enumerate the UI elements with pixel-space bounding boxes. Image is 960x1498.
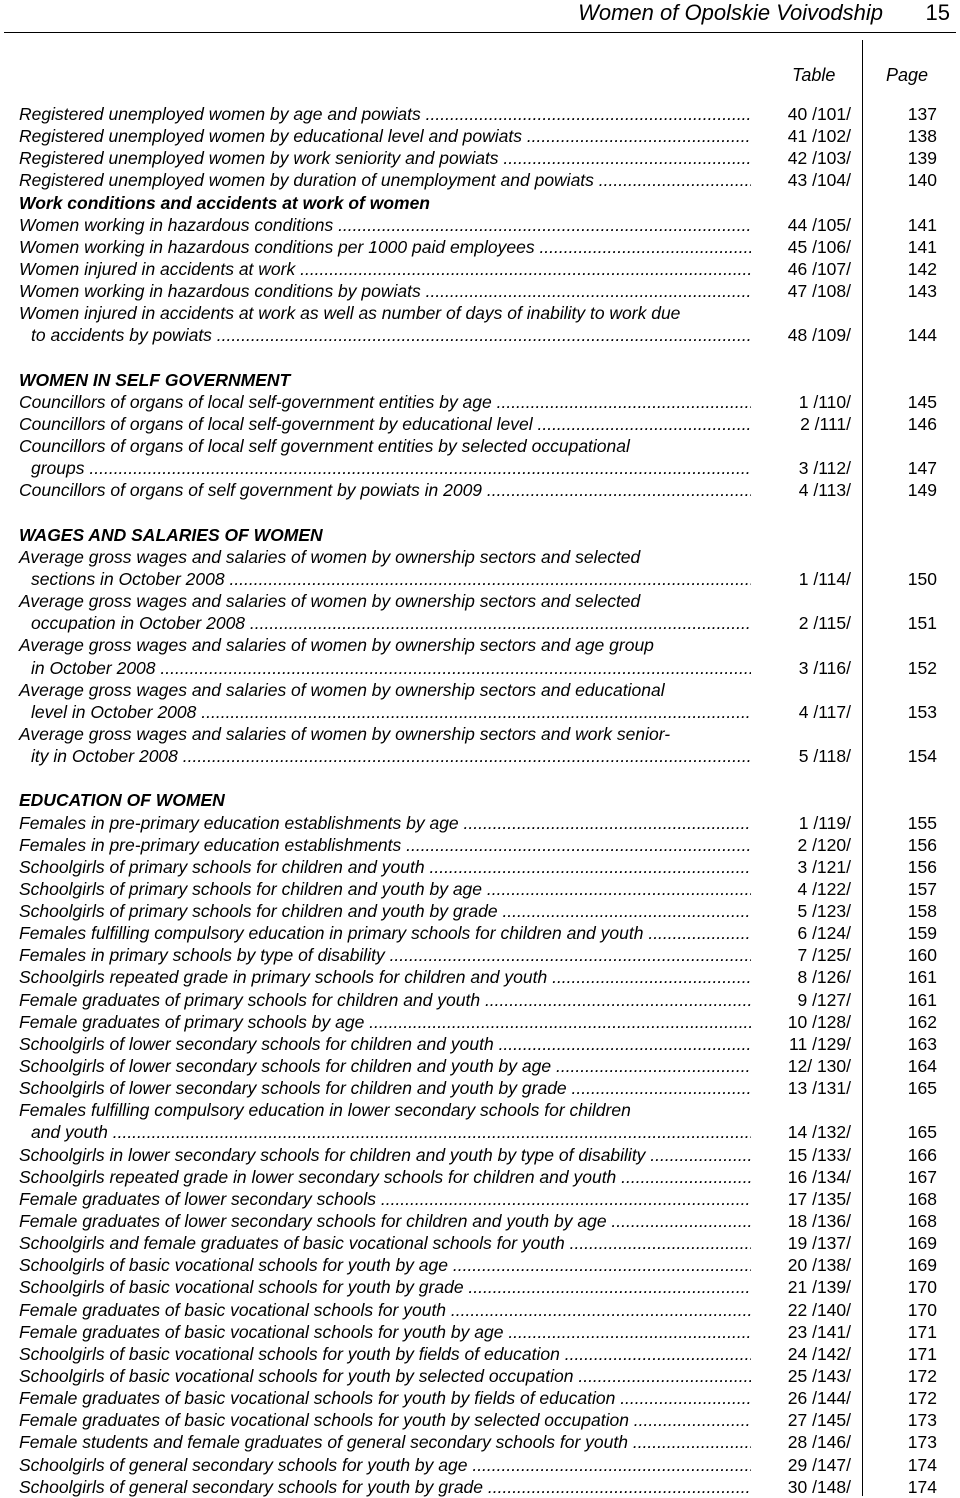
page-ref: 156: [907, 856, 937, 877]
page-ref: 174: [907, 1454, 937, 1475]
table-number: 18 /136/: [787, 1211, 851, 1232]
page-ref: 167: [907, 1166, 937, 1187]
table-number: 43 /104/: [787, 170, 851, 191]
table-number: 1 /119/: [798, 812, 851, 833]
table-number: 21 /139/: [787, 1277, 851, 1298]
section-gap: [19, 502, 957, 524]
toc-entry-continuation: [19, 701, 957, 723]
toc-entry: [19, 214, 957, 236]
toc-entry: [19, 1454, 957, 1476]
entry-title: Average gross wages and salaries of women by ownership sectors and selected: [19, 546, 641, 567]
entry-title: occupation in October 2008 .....: [31, 612, 751, 634]
entry-title: Average gross wages and salaries of women by ownership sectors and educational: [19, 679, 665, 700]
toc-entry: [19, 812, 957, 834]
table-number: 5 /123/: [797, 901, 851, 922]
entry-title: Councillors of organs of self government by powiats in 2009 .....: [19, 479, 751, 501]
entry-title: Councillors of organs of local self government entities by selected occupational: [19, 436, 630, 457]
entry-title: Schoolgirls of basic vocational schools for youth by age .....: [19, 1254, 751, 1276]
toc-entry: [19, 1166, 957, 1188]
table-number: 8 /126/: [797, 967, 851, 988]
toc-entry-first-line: [19, 435, 957, 457]
page-header: [0, 0, 960, 34]
page-ref: 158: [907, 901, 937, 922]
page-ref: 159: [907, 923, 937, 944]
toc-entry: [19, 1254, 957, 1276]
table-number: 42 /103/: [787, 148, 851, 169]
toc-entry-first-line: [19, 679, 957, 701]
table-number: 17 /135/: [787, 1188, 851, 1209]
page-ref: 152: [907, 657, 937, 678]
page-ref: 169: [907, 1255, 937, 1276]
entry-title: Councillors of organs of local self-government entities by age .....: [19, 391, 751, 413]
toc-entry: [19, 1188, 957, 1210]
entry-title: Schoolgirls in lower secondary schools for children and youth by type of disability .....: [19, 1144, 751, 1166]
table-number: 22 /140/: [787, 1299, 851, 1320]
toc-entry: [19, 1033, 957, 1055]
toc-entry-continuation: [19, 745, 957, 767]
entry-title: Females in primary schools by type of disability .....: [19, 944, 751, 966]
entry-title: Females fulfilling compulsory education in lower secondary schools for children: [19, 1100, 631, 1121]
table-number: 6 /124/: [797, 923, 851, 944]
entry-title: Female graduates of basic vocational schools for youth by age .....: [19, 1321, 751, 1343]
toc-entry: [19, 1431, 957, 1453]
toc-entry-continuation: [19, 1121, 957, 1143]
toc-entry: [19, 1144, 957, 1166]
page-ref: 170: [907, 1277, 937, 1298]
table-number: 3 /112/: [798, 458, 851, 479]
entry-title: Schoolgirls and female graduates of basic vocational schools for youth .....: [19, 1232, 751, 1254]
entry-title: Females in pre-primary education establishments .....: [19, 834, 751, 856]
section-heading: [19, 789, 957, 811]
toc-entry: [19, 391, 957, 413]
toc-entry: [19, 147, 957, 169]
page-ref: 145: [907, 391, 937, 412]
page-ref: 164: [907, 1056, 937, 1077]
toc-entry-continuation: [19, 568, 957, 590]
entry-title: and youth .....: [31, 1121, 751, 1143]
page-ref: 172: [907, 1366, 937, 1387]
table-number: 2 /111/: [800, 413, 851, 434]
entry-title: WAGES AND SALARIES OF WOMEN: [19, 524, 323, 545]
toc-entry: [19, 479, 957, 501]
entry-title: Schoolgirls of basic vocational schools for youth by selected occupation .....: [19, 1365, 751, 1387]
page-ref: 139: [907, 148, 937, 169]
entry-title: Female graduates of lower secondary schools .....: [19, 1188, 751, 1210]
toc-entry-continuation: [19, 324, 957, 346]
table-number: 10 /128/: [787, 1011, 851, 1032]
entry-title: ity in October 2008 .....: [31, 745, 751, 767]
entry-title: Women working in hazardous conditions per 1000 paid employees .....: [19, 236, 751, 258]
page-ref: 173: [907, 1410, 937, 1431]
entry-title: Female graduates of primary schools for children and youth .....: [19, 989, 751, 1011]
section-heading: [19, 192, 957, 214]
toc-entry: [19, 989, 957, 1011]
page-ref: 170: [907, 1299, 937, 1320]
toc-entry: [19, 900, 957, 922]
entry-title: to accidents by powiats .....: [31, 324, 751, 346]
entry-title: Registered unemployed women by work seniority and powiats .....: [19, 147, 751, 169]
entry-title: Female graduates of primary schools by age .....: [19, 1011, 751, 1033]
table-number: 27 /145/: [787, 1410, 851, 1431]
entry-title: Female graduates of basic vocational schools for youth .....: [19, 1299, 751, 1321]
page-ref: 151: [907, 613, 937, 634]
entry-title: Work conditions and accidents at work of women: [19, 192, 430, 213]
toc-entry: [19, 856, 957, 878]
toc-entry-first-line: [19, 1099, 957, 1121]
page-ref: 168: [907, 1211, 937, 1232]
entry-title: Females in pre-primary education establishments by age .....: [19, 812, 751, 834]
entry-title: Women injured in accidents at work as well as number of days of inability to work due: [19, 303, 681, 324]
page-ref: 163: [907, 1033, 937, 1054]
entry-title: Average gross wages and salaries of women by ownership sectors and age group: [19, 635, 654, 656]
entry-title: Women injured in accidents at work .....: [19, 258, 751, 280]
section-gap: [19, 347, 957, 369]
entry-title: Schoolgirls of basic vocational schools for youth by grade .....: [19, 1276, 751, 1298]
table-number: 3 /121/: [797, 856, 851, 877]
table-number: 15 /133/: [787, 1144, 851, 1165]
entry-title: Average gross wages and salaries of women by ownership sectors and work senior-: [19, 723, 671, 744]
toc-entry: [19, 413, 957, 435]
table-number: 11 /129/: [789, 1033, 851, 1054]
page-ref: 137: [907, 104, 937, 124]
section-heading: [19, 524, 957, 546]
page-ref: 141: [907, 236, 937, 257]
entry-title: WOMEN IN SELF GOVERNMENT: [19, 369, 291, 390]
page-ref: 157: [907, 878, 937, 899]
entry-title: Female graduates of basic vocational schools for youth by fields of education .....: [19, 1387, 751, 1409]
toc-entry: [19, 1387, 957, 1409]
table-number: 46 /107/: [787, 258, 851, 279]
section-heading: [19, 369, 957, 391]
table-number: 28 /146/: [787, 1432, 851, 1453]
entry-title: groups .....: [31, 457, 751, 479]
toc-entry: [19, 1077, 957, 1099]
table-number: 26 /144/: [787, 1388, 851, 1409]
page-ref: 147: [907, 458, 937, 479]
entry-title: Schoolgirls of lower secondary schools for children and youth .....: [19, 1033, 751, 1055]
table-number: 3 /116/: [798, 657, 851, 678]
toc-entry: [19, 1276, 957, 1298]
entry-title: Schoolgirls of primary schools for children and youth .....: [19, 856, 751, 878]
entry-title: Registered unemployed women by age and powiats .....: [19, 103, 751, 125]
table-number: 44 /105/: [787, 214, 851, 235]
table-number: 14 /132/: [787, 1122, 851, 1143]
table-number: 9 /127/: [797, 989, 851, 1010]
page-ref: 172: [907, 1388, 937, 1409]
entry-title: Female students and female graduates of general secondary schools for youth .....: [19, 1431, 751, 1453]
entry-title: Registered unemployed women by duration of unemployment and powiats .....: [19, 169, 751, 191]
toc-entry: [19, 103, 957, 125]
toc-entry: [19, 878, 957, 900]
entry-title: Schoolgirls of general secondary schools for youth by age .....: [19, 1454, 751, 1476]
entry-title: Women working in hazardous conditions by powiats .....: [19, 280, 751, 302]
toc-entry: [19, 1011, 957, 1033]
page-ref: 155: [907, 812, 937, 833]
toc-entry-first-line: [19, 546, 957, 568]
table-number: 13 /131/: [787, 1078, 851, 1099]
page-ref: 146: [907, 413, 937, 434]
toc-entry: [19, 1055, 957, 1077]
table-number: 5 /118/: [798, 746, 851, 767]
entry-title: Councillors of organs of local self-government by educational level .....: [19, 413, 751, 435]
toc-entry: [19, 169, 957, 191]
toc-entry-continuation: [19, 612, 957, 634]
toc-entry: [19, 1476, 957, 1498]
table-number: 19 /137/: [787, 1233, 851, 1254]
table-number: 48 /109/: [787, 325, 851, 346]
page-ref: 156: [907, 834, 937, 855]
page-ref: 153: [907, 701, 937, 722]
toc-entry: [19, 1343, 957, 1365]
page-ref: 169: [907, 1233, 937, 1254]
table-number: 1 /114/: [798, 568, 851, 589]
page-ref: 162: [907, 1011, 937, 1032]
page-ref: 166: [907, 1144, 937, 1165]
table-number: 41 /102/: [787, 126, 851, 147]
table-number: 45 /106/: [787, 236, 851, 257]
table-number: 25 /143/: [787, 1366, 851, 1387]
table-number: 23 /141/: [787, 1321, 851, 1342]
entry-title: Females fulfilling compulsory education in primary schools for children and youth .....: [19, 922, 751, 944]
page-column-header: Page: [886, 65, 929, 85]
entry-title: Schoolgirls repeated grade in primary schools for children and youth .....: [19, 966, 751, 988]
table-number: 40 /101/: [787, 104, 851, 124]
page-ref: 171: [907, 1321, 937, 1342]
page-ref: 168: [907, 1188, 937, 1209]
toc-entry: [19, 922, 957, 944]
page-ref: 142: [907, 258, 937, 279]
toc-entry-first-line: [19, 302, 957, 324]
entry-title: Schoolgirls of basic vocational schools for youth by fields of education .....: [19, 1343, 751, 1365]
table-number: 4 /113/: [798, 480, 851, 501]
table-number: 12/ 130/: [787, 1056, 851, 1077]
entry-title: Female graduates of lower secondary schools for children and youth by age .....: [19, 1210, 751, 1232]
table-number: 30 /148/: [787, 1476, 851, 1497]
toc-entry: [19, 280, 957, 302]
page-number: 15: [925, 0, 950, 25]
table-number: 7 /125/: [797, 945, 851, 966]
entry-title: Schoolgirls of primary schools for children and youth by age .....: [19, 878, 751, 900]
entry-title: Schoolgirls of lower secondary schools for children and youth by age .....: [19, 1055, 751, 1077]
toc-entry: [19, 258, 957, 280]
toc-entry: [19, 944, 957, 966]
toc-entry: [19, 966, 957, 988]
document-title: Women of Opolskie Voivodship: [578, 0, 883, 25]
toc-entry-first-line: [19, 723, 957, 745]
page-ref: 143: [907, 281, 937, 302]
toc-entry: [19, 1365, 957, 1387]
table-number: 47 /108/: [787, 281, 851, 302]
entry-title: Schoolgirls repeated grade in lower secondary schools for children and youth .....: [19, 1166, 751, 1188]
table-number: 20 /138/: [787, 1255, 851, 1276]
table-column-header: Table: [792, 65, 836, 85]
page-ref: 161: [907, 989, 937, 1010]
entry-title: Schoolgirls of general secondary schools for youth by grade .....: [19, 1476, 751, 1498]
table-number: 2 /115/: [798, 613, 851, 634]
page-ref: 149: [907, 480, 937, 501]
toc-entry: [19, 1321, 957, 1343]
entry-title: Women working in hazardous conditions .....: [19, 214, 751, 236]
page-ref: 165: [907, 1122, 937, 1143]
page-ref: 138: [907, 126, 937, 147]
toc-entry: [19, 834, 957, 856]
header-rule: [4, 32, 956, 33]
table-number: 4 /117/: [798, 701, 851, 722]
entry-title: Female graduates of basic vocational schools for youth by selected occupation .....: [19, 1409, 751, 1431]
toc-entry-continuation: [19, 457, 957, 479]
toc-entry: [19, 125, 957, 147]
toc-entry-continuation: [19, 657, 957, 679]
toc-entry: [19, 1299, 957, 1321]
page-ref: 165: [907, 1078, 937, 1099]
toc-entry: [19, 1210, 957, 1232]
entry-title: Average gross wages and salaries of women by ownership sectors and selected: [19, 591, 641, 612]
page-ref: 141: [907, 214, 937, 235]
entry-title: in October 2008 .....: [31, 657, 751, 679]
entry-title: level in October 2008 .....: [31, 701, 751, 723]
page-ref: 150: [907, 568, 937, 589]
entry-title: Registered unemployed women by educational level and powiats .....: [19, 125, 751, 147]
page-ref: 160: [907, 945, 937, 966]
table-number: 2 /120/: [797, 834, 851, 855]
page-ref: 174: [907, 1476, 937, 1497]
page-ref: 140: [907, 170, 937, 191]
table-number: 29 /147/: [787, 1454, 851, 1475]
entry-title: EDUCATION OF WOMEN: [19, 790, 225, 811]
section-gap: [19, 767, 957, 789]
entry-title: Schoolgirls of lower secondary schools for children and youth by grade .....: [19, 1077, 751, 1099]
toc-entry: [19, 236, 957, 258]
toc-entry-first-line: [19, 634, 957, 656]
table-number: 4 /122/: [797, 878, 851, 899]
page-ref: 171: [907, 1343, 937, 1364]
page-ref: 173: [907, 1432, 937, 1453]
toc-entry-first-line: [19, 590, 957, 612]
table-number: 1 /110/: [798, 391, 851, 412]
page-ref: 144: [907, 325, 937, 346]
table-number: 24 /142/: [787, 1343, 851, 1364]
entry-title: sections in October 2008 .....: [31, 568, 751, 590]
page-ref: 154: [907, 746, 937, 767]
table-number: 16 /134/: [787, 1166, 851, 1187]
table-of-contents: [19, 103, 957, 1498]
page-ref: 161: [907, 967, 937, 988]
entry-title: Schoolgirls of primary schools for children and youth by grade .....: [19, 900, 751, 922]
toc-entry: [19, 1232, 957, 1254]
toc-entry: [19, 1409, 957, 1431]
